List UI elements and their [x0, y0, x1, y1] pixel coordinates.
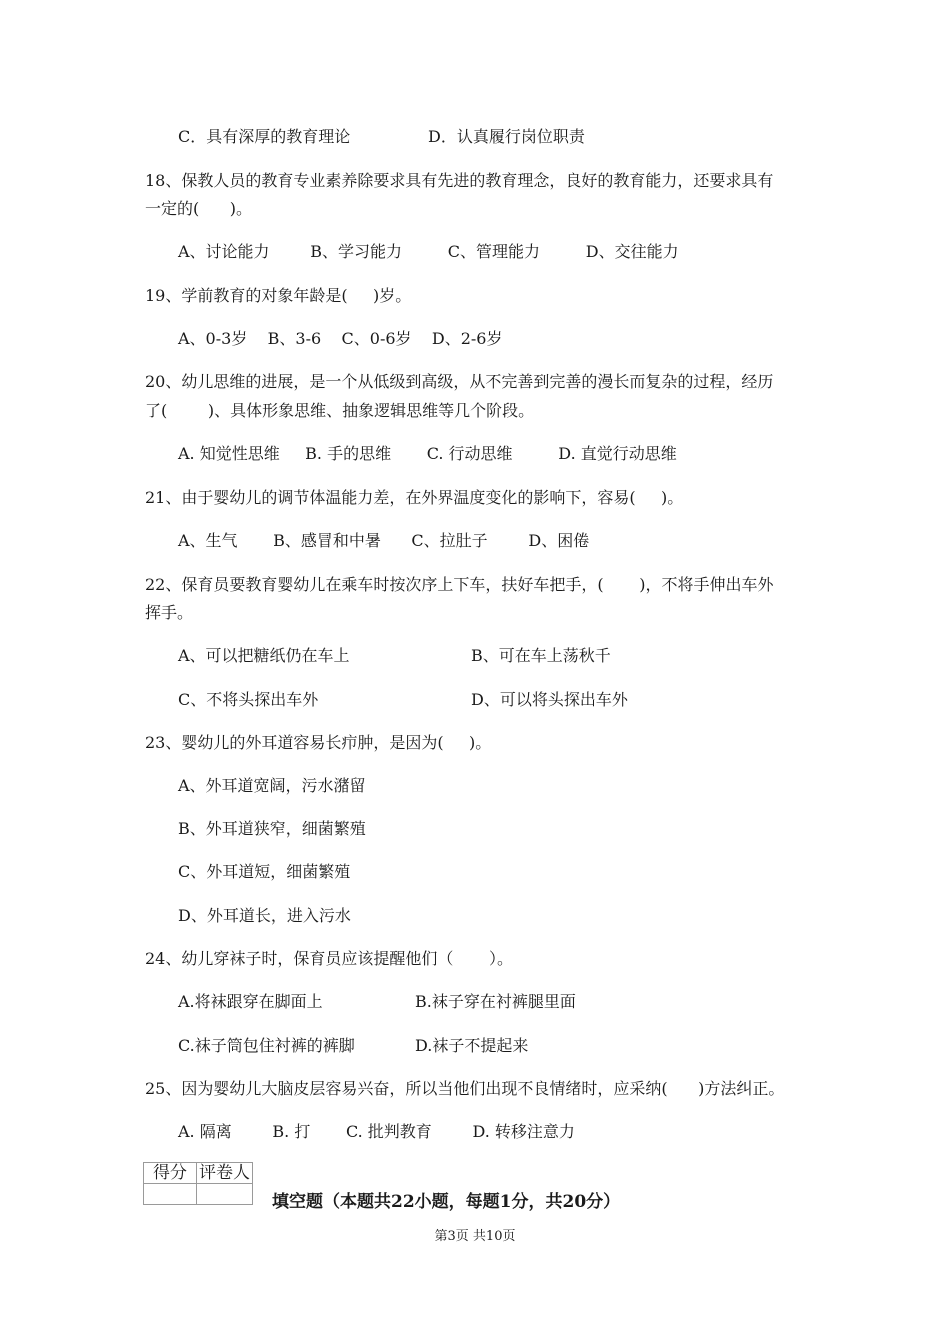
q24-option-a: A.将袜跟穿在脚面上	[178, 992, 323, 1011]
q18-options: A、讨论能力 B、学习能力 C、管理能力 D、交往能力	[178, 242, 679, 261]
q18-stem-line1: 18、保教人员的教育专业素养除要求具有先进的教育理念，良好的教育能力，还要求具有	[145, 171, 774, 190]
q19-options: A、0-3岁 B、3-6 C、0-6岁 D、2-6岁	[178, 329, 503, 348]
q18-stem-line2: 一定的( )。	[145, 199, 253, 218]
q21-options: A、生气 B、感冒和中暑 C、拉肚子 D、困倦	[178, 531, 590, 550]
q20-stem-line1: 20、幼儿思维的进展，是一个从低级到高级，从不完善到完善的漫长而复杂的过程，经历	[145, 372, 774, 391]
q22-option-c: C、不将头探出车外	[178, 690, 319, 709]
q24-stem: 24、幼儿穿袜子时，保育员应该提醒他们（ ）。	[145, 949, 513, 968]
q22-stem-line2: 挥手。	[145, 603, 194, 622]
q24-option-c: C.袜子筒包住衬裤的裤脚	[178, 1036, 355, 1055]
q19-stem: 19、学前教育的对象年龄是( )岁。	[145, 286, 412, 305]
q23-option-a: A、外耳道宽阔，污水潴留	[178, 776, 366, 795]
reviewer-cell[interactable]	[197, 1184, 253, 1205]
q25-options: A. 隔离 B. 打 C. 批判教育 D. 转移注意力	[178, 1122, 575, 1141]
q22-option-d: D、可以将头探出车外	[471, 690, 628, 709]
score-label: 得分	[144, 1163, 197, 1184]
q23-option-c: C、外耳道短，细菌繁殖	[178, 862, 351, 881]
q24-option-d: D.袜子不提起来	[415, 1036, 529, 1055]
q24-option-b: B.袜子穿在衬裤腿里面	[415, 992, 576, 1011]
q20-stem-line2: 了( )、具体形象思维、抽象逻辑思维等几个阶段。	[145, 401, 535, 420]
q17-option-d: D．认真履行岗位职责	[428, 127, 585, 146]
q21-stem: 21、由于婴幼儿的调节体温能力差，在外界温度变化的影响下，容易( )。	[145, 488, 684, 507]
q20-options: A. 知觉性思维 B. 手的思维 C. 行动思维 D. 直觉行动思维	[178, 444, 677, 463]
q25-stem: 25、因为婴幼儿大脑皮层容易兴奋，所以当他们出现不良情绪时，应采纳( )方法纠正。	[145, 1079, 785, 1098]
q17-option-c: C．具有深厚的教育理论	[178, 127, 351, 146]
q22-stem-line1: 22、保育员要教育婴幼儿在乘车时按次序上下车，扶好车把手，( )，不将手伸出车外	[145, 575, 774, 594]
score-box	[143, 1162, 253, 1205]
score-cell[interactable]	[144, 1184, 197, 1205]
reviewer-label: 评卷人	[197, 1163, 253, 1184]
section-title: 填空题（本题共22小题，每题1分，共20分）	[272, 1192, 621, 1212]
q22-option-b: B、可在车上荡秋千	[471, 646, 611, 665]
q23-stem: 23、婴幼儿的外耳道容易长疖肿，是因为( )。	[145, 733, 492, 752]
q23-option-b: B、外耳道狭窄，细菌繁殖	[178, 819, 366, 838]
q22-option-a: A、可以把糖纸仍在车上	[178, 646, 350, 665]
q23-option-d: D、外耳道长，进入污水	[178, 906, 351, 925]
page-number: 第3页 共10页	[434, 1229, 516, 1244]
